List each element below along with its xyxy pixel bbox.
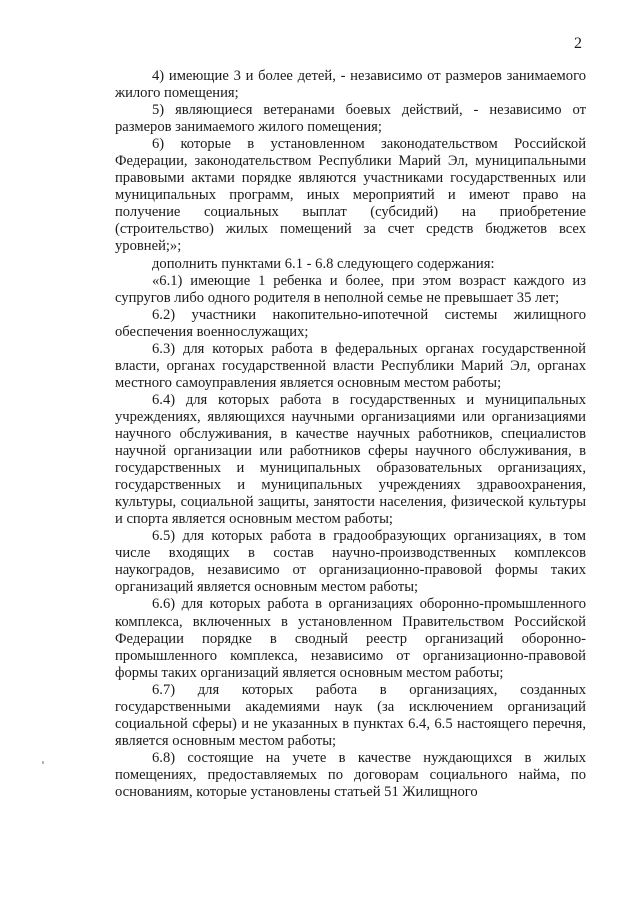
paragraph-item-6-7: 6.7) для которых работа в организациях, созданных государственными академиями наук (за исключением организаций социальной сферы) и не указанных в пунктах 6.4, 6.5 настоящего перечня, является основным местом работы;	[115, 681, 586, 749]
paragraph-item-6-8: 6.8) состоящие на учете в качестве нуждающихся в жилых помещениях, предоставляемых по договорам социального найма, по основаниям, которые установлены статьей 51 Жилищного	[115, 749, 586, 800]
paragraph-item-4: 4) имеющие 3 и более детей, - независимо от размеров занимаемого жилого помещения;	[115, 68, 586, 102]
paragraph-item-6-2: 6.2) участники накопительно-ипотечной системы жилищного обеспечения военнослужащих;	[115, 306, 586, 340]
paragraph-item-6-6: 6.6) для которых работа в организациях оборонно-промышленного комплекса, включенных в установленном Правительством Российской Федерации порядке в сводный реестр организаций оборонно-промышленного комплекса, независимо от организационно-правовой формы таких организаций является основным местом работы;	[115, 596, 586, 681]
paragraph-item-5: 5) являющиеся ветеранами боевых действий, - независимо от размеров занимаемого жилого помещения;	[115, 102, 586, 136]
paragraph-item-6-1: «6.1) имеющие 1 ребенка и более, при этом возраст каждого из супругов либо одного родителя в неполной семье не превышает 35 лет;	[115, 272, 586, 306]
paragraph-amendment-intro: дополнить пунктами 6.1 - 6.8 следующего содержания:	[152, 255, 495, 272]
paragraph-item-6-4: 6.4) для которых работа в государственных и муниципальных учреждениях, являющихся научными организациями или организациями научного обслуживания, в качестве научных работников, специалистов научной организации или работников сферы научного обслуживания, в государственных и муниципальных образовательных организациях, государственных и муниципальных учреждениях здравоохранения, культуры, социальной защиты, занятости населения, физической культуры и спорта является основным местом работы;	[115, 391, 586, 528]
document-body	[115, 68, 586, 801]
page-number: 2	[574, 35, 582, 52]
scan-mark	[42, 761, 44, 764]
paragraph-item-6-3: 6.3) для которых работа в федеральных органах государственной власти, органах государственной власти Республики Марий Эл, органах местного самоуправления является основным местом работы;	[115, 340, 586, 391]
paragraph-item-6-5: 6.5) для которых работа в градообразующих организациях, в том числе входящих в состав научно-производственных комплексов наукоградов, независимо от организационно-правовой формы таких организаций является основным местом работы;	[115, 528, 586, 596]
paragraph-item-6: 6) которые в установленном законодательством Российской Федерации, законодательством Республики Марий Эл, муниципальными правовыми актами порядке являются участниками государственных или муниципальных программ, иных мероприятий и имеют право на получение социальных выплат (субсидий) на приобретение (строительство) жилых помещений за счет средств бюджетов всех уровней;»;	[115, 136, 586, 255]
